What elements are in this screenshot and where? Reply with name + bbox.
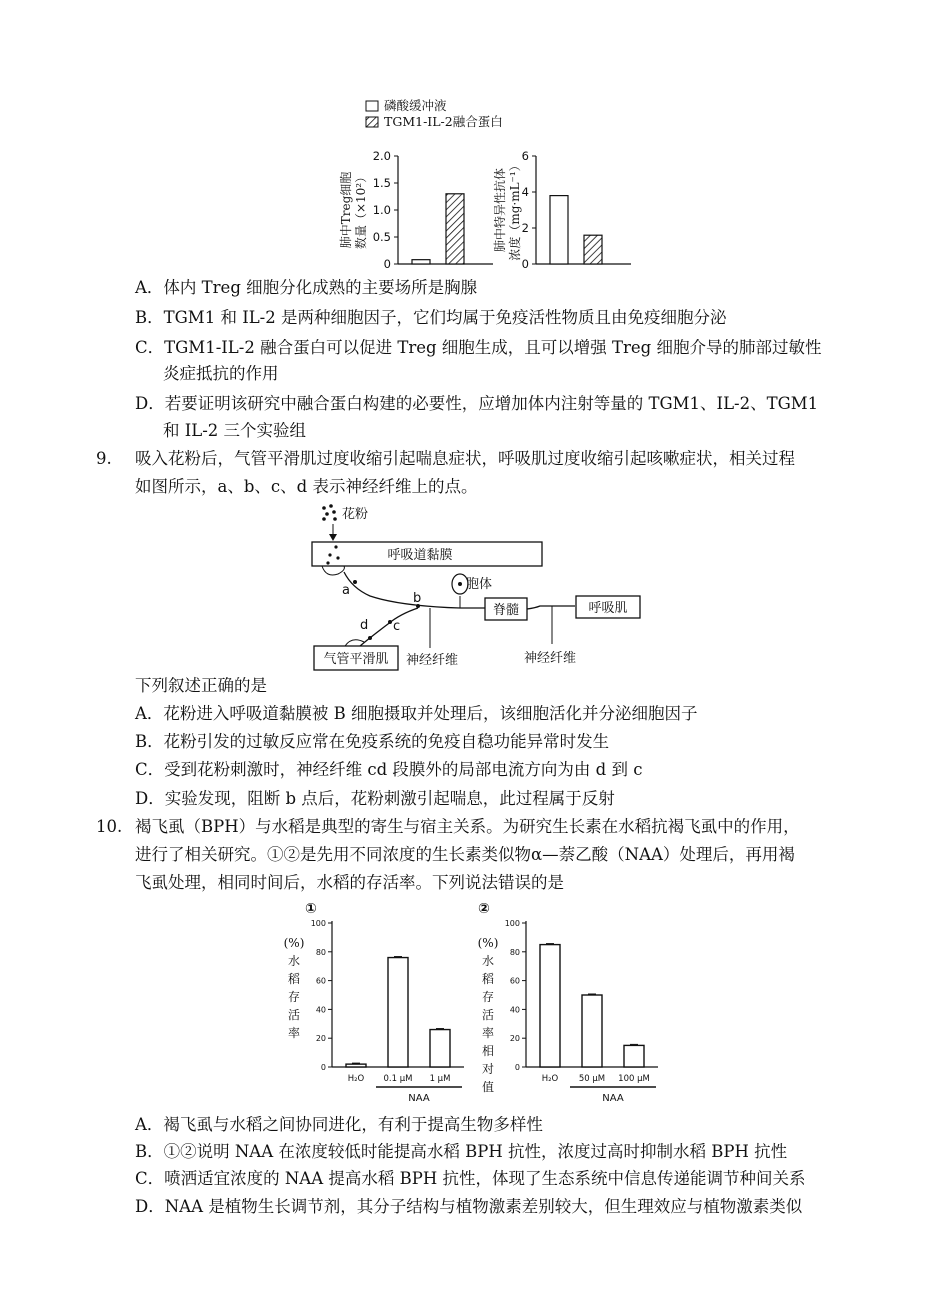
pollen-dots <box>322 504 337 521</box>
y-label-char: 活 <box>287 1008 301 1022</box>
chart-right-antibody <box>522 149 631 271</box>
bar <box>540 945 560 1067</box>
y-label-char: 存 <box>481 990 495 1004</box>
y-tick-label: 0 <box>514 1063 520 1072</box>
q8-option-a: A．体内 Treg 细胞分化成熟的主要场所是胸腺 <box>135 278 478 297</box>
chart1-survival <box>311 919 464 1104</box>
y-tick-label: 6 <box>521 149 529 163</box>
y-tick-label: 40 <box>315 1005 326 1015</box>
q10-option-a: A．褐飞虱与水稻之间协同进化，有利于提高生物多样性 <box>135 1115 543 1134</box>
label-a: a <box>342 583 350 598</box>
bar <box>582 995 602 1067</box>
chart2-panel-label: ② <box>478 901 490 917</box>
y-tick-label: 20 <box>315 1034 326 1044</box>
y-label-char: 率 <box>287 1026 301 1040</box>
x-tick-label: H₂O <box>541 1074 559 1084</box>
q8-option-c-line1: C．TGM1-IL-2 融合蛋白可以促进 Treg 细胞生成，且可以增强 Treg 细胞介导的肺部过敏性 <box>135 338 822 357</box>
chart2-ylabel <box>478 936 499 1094</box>
legend-label-buffer: 磷酸缓冲液 <box>384 98 447 113</box>
q8-option-c-line2: 炎症抵抗的作用 <box>163 364 279 383</box>
bar-buffer <box>550 196 568 264</box>
y-tick-label: 80 <box>509 947 520 957</box>
q9-stem-line2: 如图所示，a、b、c、d 表示神经纤维上的点。 <box>135 477 478 496</box>
x-tick-label: 1 μM <box>429 1074 451 1084</box>
y-label-char: 值 <box>481 1080 495 1094</box>
q10-bar-charts <box>280 895 680 1115</box>
q9-option-a: A．花粉进入呼吸道黏膜被 B 细胞摄取并处理后，该细胞活化并分泌细胞因子 <box>135 704 698 723</box>
y-tick-label: 60 <box>509 976 520 986</box>
x-tick-label: 0.1 μM <box>383 1074 413 1084</box>
q9-lead: 下列叙述正确的是 <box>135 676 267 695</box>
y-label-char: 率 <box>481 1026 495 1040</box>
label-muscle: 呼吸肌 <box>588 601 628 616</box>
chart-left-ylabel-1: 肺中Treg细胞 <box>339 171 353 249</box>
q10-stem-line3: 飞虱处理，相同时间后，水稻的存活率。下列说法错误的是 <box>135 873 564 892</box>
bar <box>388 958 408 1067</box>
q9-option-c: C．受到花粉刺激时，神经纤维 cd 段膜外的局部电流方向为由 d 到 c <box>135 760 643 779</box>
q10-option-d: D．NAA 是植物生长调节剂，其分子结构与植物激素差别较大，但生理效应与植物激素类似 <box>135 1197 803 1216</box>
q8-option-d-line1: D．若要证明该研究中融合蛋白构建的必要性，应增加体内注射等量的 TGM1、IL-2、TGM1 <box>135 394 819 413</box>
q9-option-b: B．花粉引发的过敏反应常在免疫系统的免疫自稳功能异常时发生 <box>135 732 610 751</box>
y-tick-label: 1.0 <box>372 203 391 217</box>
q10-stem-line2: 进行了相关研究。①②是先用不同浓度的生长素类似物α—萘乙酸（NAA）处理后，再用褐 <box>135 845 795 864</box>
y-tick-label: 40 <box>509 1005 520 1015</box>
label-spinal: 脊髓 <box>492 603 520 618</box>
y-label-char: (%) <box>477 936 499 950</box>
bar-fusion <box>446 194 464 264</box>
chart1-panel-label: ① <box>305 901 317 917</box>
bar <box>346 1064 366 1067</box>
x-tick-label: 50 μM <box>578 1074 606 1084</box>
y-label-char: 活 <box>481 1008 495 1022</box>
label-d: d <box>360 618 369 633</box>
y-tick-label: 1.5 <box>372 176 391 190</box>
q9-option-d: D．实验发现，阻断 b 点后，花粉刺激引起喘息，此过程属于反射 <box>135 789 615 808</box>
y-label-char: 对 <box>481 1062 495 1076</box>
y-label-char: 水 <box>481 954 495 968</box>
legend-swatch-buffer <box>366 101 378 111</box>
label-b: b <box>413 591 422 606</box>
chart1-ylabel <box>284 936 305 1040</box>
q8-bar-charts <box>330 92 630 272</box>
q10-number: 10. <box>96 817 123 836</box>
y-tick-label: 0 <box>521 257 529 271</box>
chart-left-ylabel-2: 数量（×10²） <box>354 170 368 250</box>
x-tick-label: H₂O <box>347 1074 365 1084</box>
bar-fusion <box>584 235 602 264</box>
y-tick-label: 60 <box>315 976 326 986</box>
label-c: c <box>393 619 401 634</box>
label-fiber-1: 神经纤维 <box>406 653 459 668</box>
y-tick-label: 0 <box>320 1063 326 1072</box>
legend-swatch-fusion <box>366 117 378 127</box>
y-tick-label: 2 <box>521 221 529 235</box>
legend-label-fusion: TGM1-IL-2融合蛋白 <box>384 114 503 129</box>
bar <box>430 1030 450 1067</box>
y-label-char: 存 <box>287 990 301 1004</box>
y-label-char: 相 <box>481 1044 495 1058</box>
group-label: NAA <box>408 1093 430 1104</box>
label-soma: 胞体 <box>466 577 493 592</box>
y-tick-label: 80 <box>315 947 326 957</box>
q10-stem-line1: 褐飞虱（BPH）与水稻是典型的寄生与宿主关系。为研究生长素在水稻抗褐飞虱中的作用， <box>135 817 800 836</box>
label-smooth: 气管平滑肌 <box>323 652 389 667</box>
y-tick-label: 100 <box>504 919 520 928</box>
y-label-char: (%) <box>283 936 305 950</box>
x-tick-label: 100 μM <box>618 1074 650 1084</box>
q8-option-b: B．TGM1 和 IL-2 是两种细胞因子，它们均属于免疫活性物质且由免疫细胞分泌 <box>135 308 727 327</box>
chart-right-ylabel-1: 肺中特异性抗体 <box>493 167 507 253</box>
y-tick-label: 100 <box>310 919 326 928</box>
y-tick-label: 0 <box>383 257 391 271</box>
chart2-survival-relative <box>505 919 658 1104</box>
y-tick-label: 20 <box>509 1034 520 1044</box>
y-tick-label: 2.0 <box>372 149 391 163</box>
y-label-char: 稻 <box>287 972 301 986</box>
bar <box>624 1045 644 1067</box>
chart-left-treg <box>373 149 493 271</box>
label-pollen: 花粉 <box>342 507 369 522</box>
group-label: NAA <box>602 1093 624 1104</box>
label-mucosa: 呼吸道黏膜 <box>387 548 453 563</box>
y-label-char: 稻 <box>481 972 495 986</box>
bar-buffer <box>412 260 430 264</box>
chart-right-ylabel-2: 浓度（mg·mL⁻¹） <box>508 159 522 261</box>
q10-option-b: B．①②说明 NAA 在浓度较低时能提高水稻 BPH 抗性，浓度过高时抑制水稻 BPH 抗性 <box>135 1142 788 1161</box>
y-label-char: 水 <box>287 954 301 968</box>
y-tick-label: 4 <box>521 185 529 199</box>
q9-stem-line1: 吸入花粉后，气管平滑肌过度收缩引起喘息症状，呼吸肌过度收缩引起咳嗽症状，相关过程 <box>135 449 795 468</box>
q8-option-d-line2: 和 IL-2 三个实验组 <box>163 421 307 440</box>
q9-reflex-diagram <box>300 500 650 675</box>
y-tick-label: 0.5 <box>372 230 391 244</box>
label-fiber-2: 神经纤维 <box>524 651 577 666</box>
q10-option-c: C．喷洒适宜浓度的 NAA 提高水稻 BPH 抗性，体现了生态系统中信息传递能调节种间关系 <box>135 1169 806 1188</box>
q9-number: 9. <box>96 449 112 468</box>
